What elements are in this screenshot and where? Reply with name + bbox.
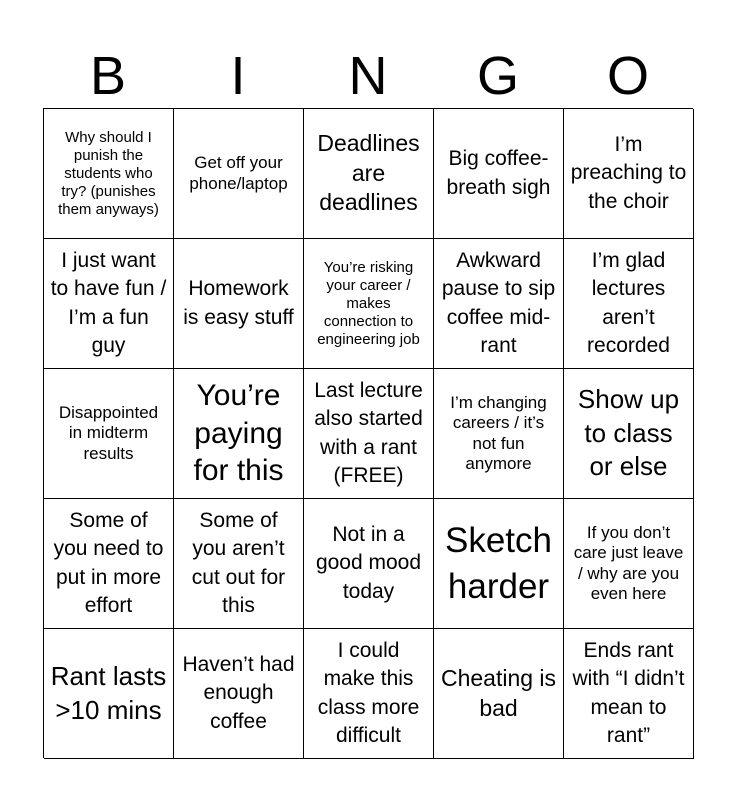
cell-text: If you don’t care just leave / why are you even here	[573, 522, 684, 603]
bingo-cell[interactable]	[44, 239, 174, 369]
cell-text: Show up to class or else	[577, 383, 680, 482]
bingo-cell[interactable]	[174, 499, 304, 629]
bingo-cell[interactable]	[174, 369, 304, 499]
bingo-cell[interactable]	[44, 499, 174, 629]
cell-text: Sketch harder	[445, 521, 552, 606]
bingo-cell[interactable]	[44, 369, 174, 499]
bingo-cell[interactable]	[564, 499, 694, 629]
cell-text: Some of you need to put in more effort	[53, 508, 164, 617]
cell-text: Ends rant with “I didn’t mean to rant”	[572, 638, 685, 747]
bingo-cell[interactable]	[304, 109, 434, 239]
cell-text: I just want to have fun / I’m a fun guy	[50, 248, 167, 357]
header-letter-i: I	[230, 46, 246, 106]
cell-text: Cheating is bad	[440, 664, 557, 721]
cell-text: I’m changing careers / it’s not fun anymore	[450, 392, 547, 473]
cell-text: Get off your phone/laptop	[189, 153, 288, 193]
header-letter-g: G	[476, 46, 519, 106]
cell-text: Not in a good mood today	[315, 522, 422, 603]
cell-text: You’re risking your career / makes connection to engineering job	[317, 258, 420, 348]
cell-text: Deadlines are deadlines	[317, 129, 420, 216]
bingo-cell[interactable]	[434, 629, 564, 759]
cell-text: Last lecture also started with a rant (FREE)	[314, 378, 423, 487]
cell-text: Why should I punish the students who try? (punishes them anyways)	[58, 128, 159, 218]
bingo-cell[interactable]	[564, 629, 694, 759]
bingo-cell[interactable]	[304, 239, 434, 369]
cell-text: You’re paying for this	[193, 379, 284, 488]
bingo-board	[43, 108, 693, 758]
cell-text: Haven’t had enough coffee	[182, 652, 295, 733]
cell-text: Some of you aren’t cut out for this	[191, 508, 286, 617]
cell-text: Rant lasts >10 mins	[50, 660, 167, 725]
bingo-cell[interactable]	[564, 239, 694, 369]
header-letter-o: O	[606, 46, 649, 106]
bingo-cell[interactable]	[44, 629, 174, 759]
bingo-cell[interactable]	[44, 109, 174, 239]
bingo-cell[interactable]	[304, 369, 434, 499]
bingo-cell[interactable]	[434, 109, 564, 239]
bingo-cell[interactable]	[564, 369, 694, 499]
bingo-cell[interactable]	[174, 239, 304, 369]
bingo-cell[interactable]	[174, 629, 304, 759]
bingo-cell[interactable]	[304, 629, 434, 759]
cell-text: Big coffee-breath sigh	[446, 147, 551, 199]
bingo-cell[interactable]	[434, 239, 564, 369]
cell-text: Awkward pause to sip coffee mid-rant	[441, 248, 556, 357]
bingo-cell[interactable]	[434, 499, 564, 629]
bingo-cell[interactable]	[304, 499, 434, 629]
bingo-cell[interactable]	[564, 109, 694, 239]
cell-text: I’m glad lectures aren’t recorded	[587, 248, 670, 357]
cell-text: Homework is easy stuff	[183, 277, 294, 329]
header-letter-n: N	[348, 46, 388, 106]
cell-text: Disappointed in midterm results	[58, 402, 159, 463]
bingo-header	[43, 44, 693, 108]
bingo-cell[interactable]	[434, 369, 564, 499]
bingo-cell[interactable]	[174, 109, 304, 239]
cell-text: I’m preaching to the choir	[570, 132, 687, 213]
header-letter-b: B	[89, 46, 127, 106]
cell-text: I could make this class more difficult	[317, 638, 420, 747]
